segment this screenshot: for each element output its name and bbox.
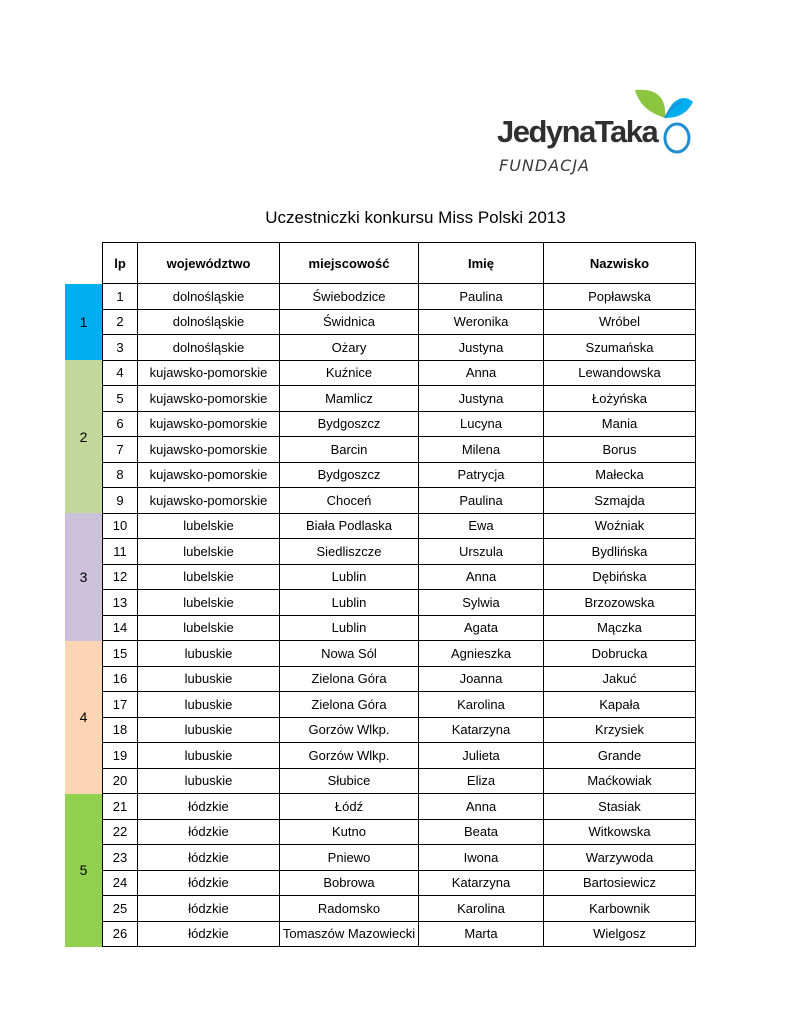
first-name-cell: Agata [419,615,544,641]
voivodeship-cell: kujawsko-pomorskie [138,462,280,488]
voivodeship-cell: łódzkie [138,845,280,871]
last-name-cell: Szmajda [544,488,696,514]
town-cell: Bobrowa [280,870,419,896]
logo-name: JedynaTaka [497,114,658,149]
last-name-cell: Warzywoda [544,845,696,871]
first-name-cell: Anna [419,360,544,386]
region-group-3 [65,513,102,641]
first-name-cell: Anna [419,564,544,590]
town-cell: Słubice [280,768,419,794]
table-row [103,870,696,896]
page-title: Uczestniczki konkursu Miss Polski 2013 [265,208,566,227]
region-group-5 [65,794,102,947]
row-number: 15 [103,641,138,667]
voivodeship-cell: łódzkie [138,794,280,820]
region-group-2 [65,360,102,513]
town-cell: Bydgoszcz [280,411,419,437]
town-cell: Choceń [280,488,419,514]
voivodeship-cell: lubelskie [138,615,280,641]
first-name-cell: Lucyna [419,411,544,437]
town-cell: Mamlicz [280,386,419,412]
town-cell: Ożary [280,335,419,361]
foundation-logo [497,88,697,183]
table-row [103,488,696,514]
voivodeship-cell: łódzkie [138,921,280,947]
voivodeship-cell: lubuskie [138,692,280,718]
first-name-cell: Milena [419,437,544,463]
row-number: 12 [103,564,138,590]
voivodeship-cell: lubelskie [138,564,280,590]
first-name-cell: Patrycja [419,462,544,488]
row-number: 4 [103,360,138,386]
region-group-label: 3 [79,568,88,585]
last-name-cell: Dobrucka [544,641,696,667]
first-name-cell: Joanna [419,666,544,692]
voivodeship-cell: kujawsko-pomorskie [138,386,280,412]
row-number: 23 [103,845,138,871]
row-number: 1 [103,284,138,310]
row-number: 20 [103,768,138,794]
table-row [103,794,696,820]
last-name-cell: Woźniak [544,513,696,539]
town-cell: Świebodzice [280,284,419,310]
first-name-cell: Katarzyna [419,717,544,743]
table-row [103,615,696,641]
first-name-cell: Justyna [419,335,544,361]
last-name-cell: Szumańska [544,335,696,361]
town-cell: Lublin [280,615,419,641]
table-row [103,743,696,769]
table-row [103,539,696,565]
last-name-cell: Wróbel [544,309,696,335]
last-name-cell: Małecka [544,462,696,488]
town-cell: Gorzów Wlkp. [280,743,419,769]
table-row [103,335,696,361]
last-name-cell: Łożyńska [544,386,696,412]
region-group-4 [65,641,102,794]
last-name-cell: Kapała [544,692,696,718]
column-header-lp: lp [103,243,138,284]
first-name-cell: Julieta [419,743,544,769]
table-row [103,309,696,335]
town-cell: Zielona Góra [280,692,419,718]
first-name-cell: Iwona [419,845,544,871]
table-row [103,641,696,667]
voivodeship-cell: lubuskie [138,743,280,769]
last-name-cell: Popławska [544,284,696,310]
voivodeship-cell: dolnośląskie [138,284,280,310]
row-number: 22 [103,819,138,845]
town-cell: Tomaszów Mazowiecki [280,921,419,947]
voivodeship-cell: lubelskie [138,539,280,565]
town-cell: Gorzów Wlkp. [280,717,419,743]
row-number: 2 [103,309,138,335]
first-name-cell: Karolina [419,692,544,718]
last-name-cell: Stasiak [544,794,696,820]
last-name-cell: Mania [544,411,696,437]
table-row [103,921,696,947]
first-name-cell: Katarzyna [419,870,544,896]
town-cell: Bydgoszcz [280,462,419,488]
table-row [103,437,696,463]
last-name-cell: Karbownik [544,896,696,922]
row-number: 18 [103,717,138,743]
last-name-cell: Mączka [544,615,696,641]
table-row [103,360,696,386]
first-name-cell: Weronika [419,309,544,335]
region-group-label: 4 [79,709,88,725]
town-cell: Biała Podlaska [280,513,419,539]
voivodeship-cell: lubuskie [138,768,280,794]
butterfly-icon [625,88,697,158]
participants-table [102,242,696,947]
first-name-cell: Eliza [419,768,544,794]
voivodeship-cell: lubuskie [138,666,280,692]
first-name-cell: Urszula [419,539,544,565]
first-name-cell: Marta [419,921,544,947]
last-name-cell: Grande [544,743,696,769]
voivodeship-cell: kujawsko-pomorskie [138,411,280,437]
voivodeship-cell: lubuskie [138,717,280,743]
row-number: 13 [103,590,138,616]
region-group-label: 5 [79,862,88,878]
voivodeship-cell: kujawsko-pomorskie [138,437,280,463]
last-name-cell: Wielgosz [544,921,696,947]
row-number: 9 [103,488,138,514]
row-number: 11 [103,539,138,565]
row-number: 7 [103,437,138,463]
table-row [103,284,696,310]
first-name-cell: Paulina [419,284,544,310]
town-cell: Łódź [280,794,419,820]
row-number: 17 [103,692,138,718]
table-row [103,819,696,845]
town-cell: Siedliszcze [280,539,419,565]
row-number: 5 [103,386,138,412]
last-name-cell: Dębińska [544,564,696,590]
town-cell: Świdnica [280,309,419,335]
row-number: 25 [103,896,138,922]
row-number: 21 [103,794,138,820]
table-row [103,896,696,922]
last-name-cell: Witkowska [544,819,696,845]
row-number: 8 [103,462,138,488]
town-cell: Lublin [280,564,419,590]
last-name-cell: Bartosiewicz [544,870,696,896]
voivodeship-cell: lubelskie [138,513,280,539]
voivodeship-cell: kujawsko-pomorskie [138,488,280,514]
voivodeship-cell: łódzkie [138,819,280,845]
first-name-cell: Anna [419,794,544,820]
town-cell: Kutno [280,819,419,845]
town-cell: Zielona Góra [280,666,419,692]
region-group-label: 1 [79,313,88,330]
first-name-cell: Agnieszka [419,641,544,667]
row-number: 10 [103,513,138,539]
table-row [103,564,696,590]
table-row [103,717,696,743]
voivodeship-cell: dolnośląskie [138,335,280,361]
last-name-cell: Lewandowska [544,360,696,386]
town-cell: Kuźnice [280,360,419,386]
table-row [103,692,696,718]
row-number: 14 [103,615,138,641]
row-number: 19 [103,743,138,769]
last-name-cell: Borus [544,437,696,463]
region-group-label: 2 [79,428,88,445]
table-row [103,666,696,692]
row-number: 6 [103,411,138,437]
voivodeship-cell: lubelskie [138,590,280,616]
voivodeship-cell: dolnośląskie [138,309,280,335]
column-header-town: miejscowość [280,243,419,284]
table-row [103,513,696,539]
first-name-cell: Beata [419,819,544,845]
table-row [103,590,696,616]
first-name-cell: Sylwia [419,590,544,616]
table-row [103,386,696,412]
last-name-cell: Maćkowiak [544,768,696,794]
table-row [103,845,696,871]
last-name-cell: Brzozowska [544,590,696,616]
last-name-cell: Bydlińska [544,539,696,565]
town-cell: Lublin [280,590,419,616]
logo-subtitle: FUNDACJA [499,156,590,175]
voivodeship-cell: kujawsko-pomorskie [138,360,280,386]
column-header-last-name: Nazwisko [544,243,696,284]
town-cell: Radomsko [280,896,419,922]
table-row [103,462,696,488]
first-name-cell: Karolina [419,896,544,922]
table-row [103,411,696,437]
table-header-row [103,243,696,284]
region-group-1 [65,284,102,361]
row-number: 26 [103,921,138,947]
row-number: 16 [103,666,138,692]
last-name-cell: Krzysiek [544,717,696,743]
row-number: 3 [103,335,138,361]
voivodeship-cell: łódzkie [138,896,280,922]
voivodeship-cell: lubuskie [138,641,280,667]
first-name-cell: Paulina [419,488,544,514]
last-name-cell: Jakuć [544,666,696,692]
first-name-cell: Justyna [419,386,544,412]
column-header-first-name: Imię [419,243,544,284]
row-number: 24 [103,870,138,896]
town-cell: Barcin [280,437,419,463]
town-cell: Nowa Sól [280,641,419,667]
table-row [103,768,696,794]
town-cell: Pniewo [280,845,419,871]
voivodeship-cell: łódzkie [138,870,280,896]
first-name-cell: Ewa [419,513,544,539]
column-header-voivodeship: województwo [138,243,280,284]
